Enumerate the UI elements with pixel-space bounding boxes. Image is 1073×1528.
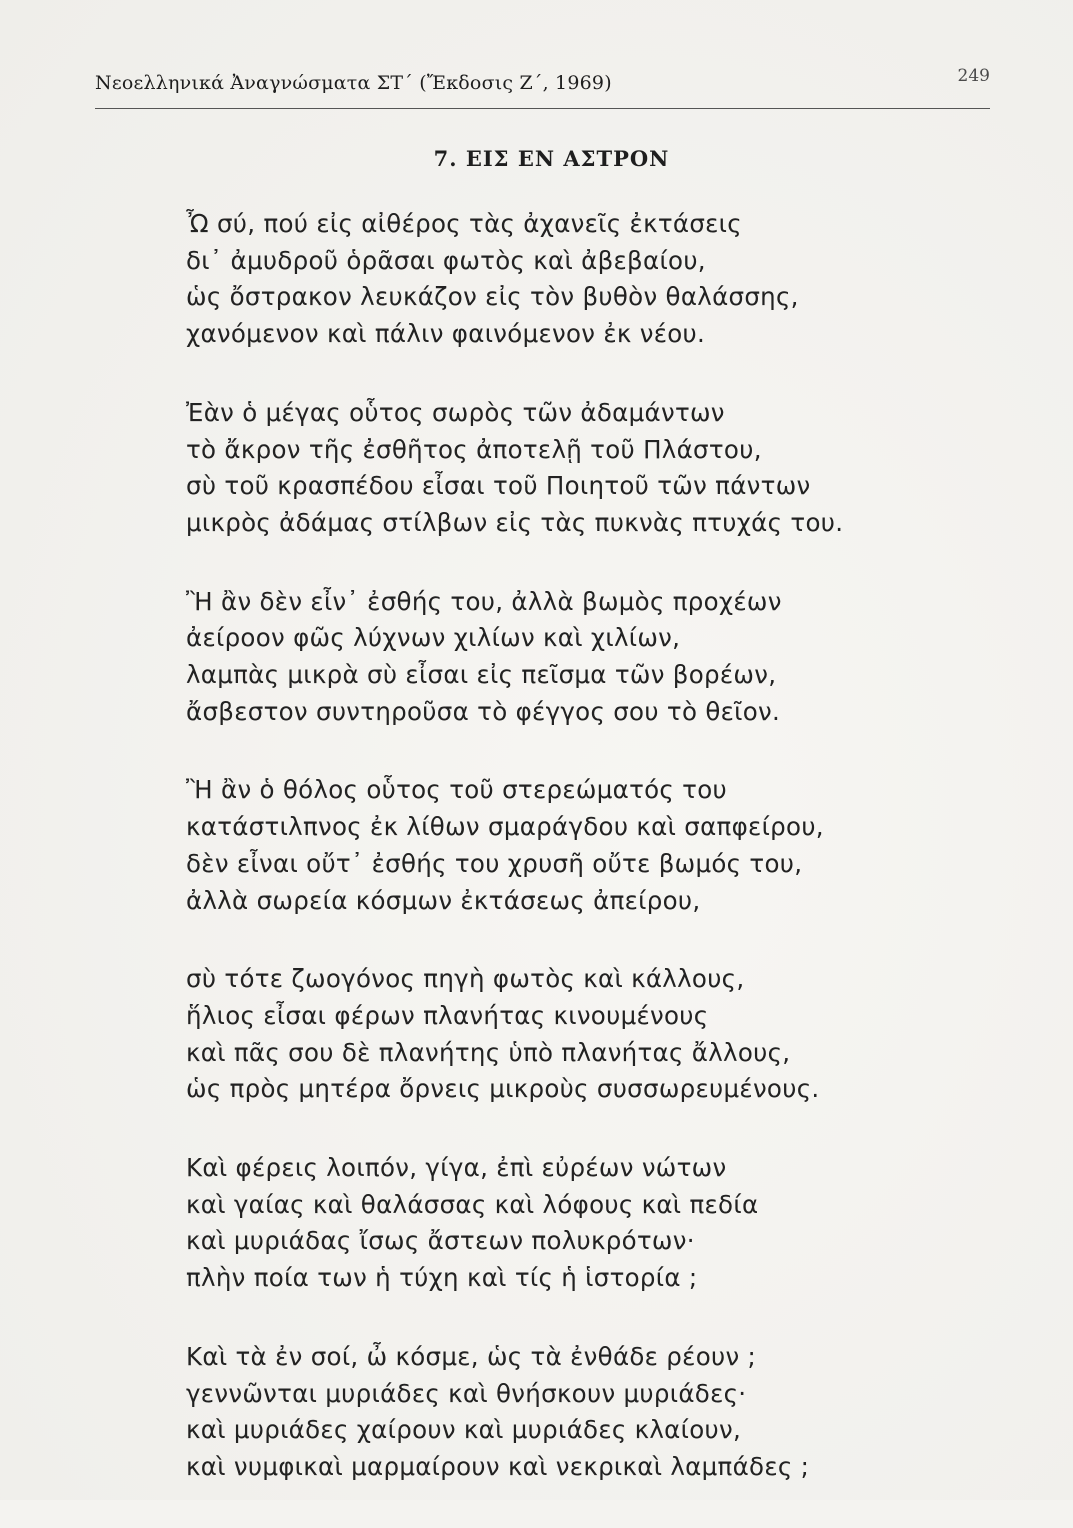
running-header <box>95 66 990 106</box>
header-title: Νεοελληνικά Ἀναγνώσματα ΣΤ΄ (Ἔκδοσις Ζ΄, 1969) <box>95 72 612 94</box>
poem-line: γεννῶνται μυριάδες καὶ θνήσκουν μυριάδες· <box>186 1378 747 1408</box>
poem-title: 7. ΕΙΣ ΕΝ ΑΣΤΡΟΝ <box>433 146 670 171</box>
poem-line: Ἢ ἂν δὲν εἶν᾽ ἐσθής του, ἀλλὰ βωμὸς προχέων <box>186 586 782 616</box>
poem-line: καὶ πᾶς σου δὲ πλανήτης ὑπὸ πλανήτας ἄλλους, <box>186 1037 791 1067</box>
stanza-5 <box>186 961 986 1108</box>
stanza-7 <box>186 1339 986 1486</box>
stanza-3 <box>186 584 986 731</box>
poem-line: καὶ νυμφικαὶ μαρμαίρουν καὶ νεκρικαὶ λαμπάδες ; <box>186 1451 810 1481</box>
poem-line: Καὶ τὰ ἐν σοί, ὦ κόσμε, ὡς τὰ ἐνθάδε ρέουν ; <box>186 1341 757 1371</box>
stanza-1 <box>186 206 986 353</box>
poem-line: καὶ μυριάδες χαίρουν καὶ μυριάδες κλαίουν, <box>186 1415 742 1445</box>
poem-line: ἄσβεστον συντηροῦσα τὸ φέγγος σου τὸ θεῖον. <box>186 696 781 726</box>
poem-line: δι᾽ ἀμυδροῦ ὁρᾶσαι φωτὸς καὶ ἀβεβαίου, <box>186 245 706 275</box>
poem-line: Καὶ φέρεις λοιπόν, γίγα, ἐπὶ εὐρέων νώτων <box>186 1153 727 1183</box>
page-number: 249 <box>957 66 990 86</box>
header-rule <box>95 108 990 109</box>
poem-line: σὺ τοῦ κρασπέδου εἶσαι τοῦ Ποιητοῦ τῶν πάντων <box>186 471 811 501</box>
stanza-6 <box>186 1150 986 1297</box>
poem-line: καὶ μυριάδας ἴσως ἄστεων πολυκρότων· <box>186 1226 695 1256</box>
poem-line: κατάστιλπνος ἐκ λίθων σμαράγδου καὶ σαπφείρου, <box>186 812 824 842</box>
poem-line: ἥλιος εἶσαι φέρων πλανήτας κινουμένους <box>186 1000 709 1030</box>
stanza-4 <box>186 772 986 919</box>
poem-line: σὺ τότε ζωογόνος πηγὴ φωτὸς καὶ κάλλους, <box>186 964 745 994</box>
poem-line: ὡς ὄστρακον λευκάζον εἰς τὸν βυθὸν θαλάσσης, <box>186 282 799 312</box>
poem-line: τὸ ἄκρον τῆς ἐσθῆτος ἀποτελῇ τοῦ Πλάστου, <box>186 434 762 464</box>
poem-line: Ἐὰν ὁ μέγας οὗτος σωρὸς τῶν ἀδαμάντων <box>186 397 725 427</box>
poem-line: ἀείροον φῶς λύχνων χιλίων καὶ χιλίων, <box>186 623 681 653</box>
stanza-2 <box>186 395 986 542</box>
poem-line: Ἢ ἂν ὁ θόλος οὗτος τοῦ στερεώματός του <box>186 775 727 805</box>
poem-line: ἀλλὰ σωρεία κόσμων ἐκτάσεως ἀπείρου, <box>186 885 701 915</box>
poem-line: πλὴν ποία των ἡ τύχη καὶ τίς ἡ ἱστορία ; <box>186 1263 698 1293</box>
poem-line: μικρὸς ἀδάμας στίλβων εἰς τὰς πυκνὰς πτυχάς του. <box>186 507 844 537</box>
poem-line: ὡς πρὸς μητέρα ὄρνεις μικροὺς συσσωρευμένους. <box>186 1074 820 1104</box>
poem-line: λαμπὰς μικρὰ σὺ εἶσαι εἰς πεῖσμα τῶν βορέων, <box>186 660 777 690</box>
poem-body <box>186 206 986 1528</box>
poem-line: καὶ γαίας καὶ θαλάσσας καὶ λόφους καὶ πεδία <box>186 1189 759 1219</box>
poem-line: δὲν εἶναι οὔτ᾽ ἐσθής του χρυσῆ οὔτε βωμός του, <box>186 848 803 878</box>
poem-line: Ὦ σύ, πού εἰς αἰθέρος τὰς ἀχανεῖς ἐκτάσεις <box>186 209 742 238</box>
poem-line: χανόμενον καὶ πάλιν φαινόμενον ἐκ νέου. <box>186 319 706 349</box>
